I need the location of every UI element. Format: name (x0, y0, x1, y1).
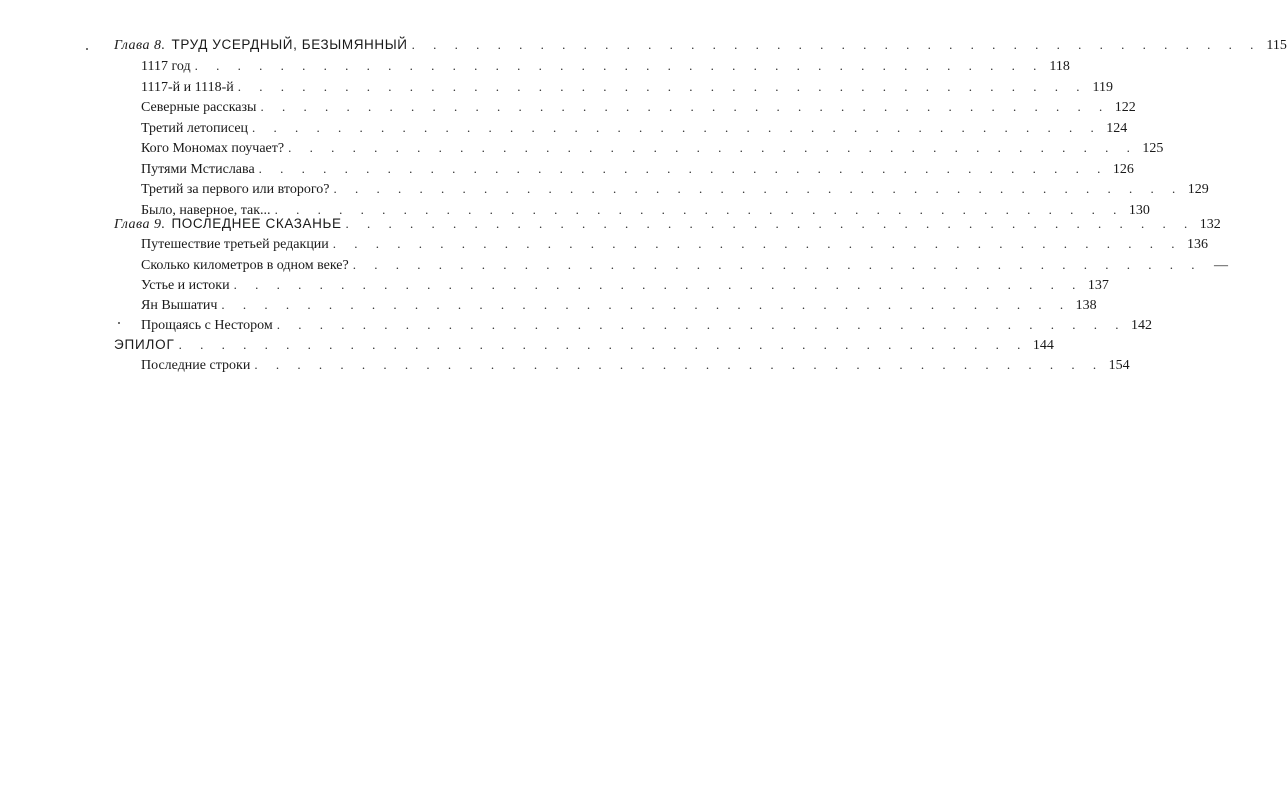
page-number: 138 (1075, 298, 1097, 313)
entry-title: Ян Вышатич (141, 298, 218, 313)
dot-leader: . . . . . . . . . . . . . . . . . . . . . . . . . . . . . . . . . . . . . . . . (333, 181, 1183, 196)
toc-entry (141, 77, 1113, 97)
entry-title: Последние строки (141, 358, 251, 373)
toc-entry (141, 118, 1128, 138)
entry-title: Путями Мстислава (141, 162, 255, 177)
dot-leader: . . . . . . . . . . . . . . . . . . . . . . . . . . . . . . . . . . . . . . . . (276, 317, 1127, 332)
toc-entry (141, 138, 1164, 158)
chapter-label: Глава 9. (114, 217, 166, 232)
entry-title: Было, наверное, так... (141, 203, 271, 218)
page-number: 129 (1187, 182, 1209, 197)
entry-title: Третий за первого или второго? (141, 182, 330, 197)
page-number: 126 (1112, 162, 1134, 177)
dot-leader: . . . . . . . . . . . . . . . . . . . . . . . . . . . . . . . . . . . . . . . . (233, 277, 1083, 292)
page-number: 136 (1187, 237, 1209, 252)
entry-title: 1117-й и 1118-й (141, 80, 234, 95)
toc-entry (141, 56, 1070, 76)
dot-leader: . . . . . . . . . . . . . . . . . . . . . . . . . . . . . . . . . . . . . . . . (411, 37, 1261, 52)
entry-title: Третий летописец (141, 121, 249, 136)
print-speck (118, 322, 120, 324)
entry-title: ТРУД УСЕРДНЫЙ, БЕЗЫМЯННЫЙ (171, 37, 408, 52)
entry-title: 1117 год (141, 59, 191, 74)
toc-entry (141, 295, 1097, 315)
dot-leader: . . . . . . . . . . . . . . . . . . . . . . . . . . . . . . . . . . . . . . . . (221, 297, 1071, 312)
print-speck (86, 48, 88, 50)
entry-title: Кого Мономах поучает? (141, 141, 285, 156)
dot-leader: . . . . . . . . . . . . . . . . . . . . . . . . . . . . . . . . . . . . . . . . (260, 99, 1110, 114)
entry-title: Путешествие третьей редакции (141, 237, 329, 252)
toc-entry (141, 355, 1130, 375)
toc-entry (141, 275, 1109, 295)
page-number: 119 (1092, 80, 1113, 95)
page-number: 130 (1128, 203, 1150, 218)
dot-leader: . . . . . . . . . . . . . . . . . . . . . . . . . . . . . . . . . . . . . . . . (345, 216, 1195, 231)
entry-title: Устье и истоки (141, 278, 230, 293)
dot-leader: . . . . . . . . . . . . . . . . . . . . . . . . . . . . . . . . . . . . . . . . (252, 120, 1102, 135)
dot-leader: . . . . . . . . . . . . . . . . . . . . . . . . . . . . . . . . . . . . . . . . (288, 140, 1138, 155)
entry-title: Прощаясь с Нестором (141, 318, 273, 333)
page-number: 115 (1266, 38, 1287, 53)
dot-leader: . . . . . . . . . . . . . . . . . . . . . . . . . . . . . . . . . . . . . . . . (254, 357, 1104, 372)
toc-entry-epilogue (114, 335, 1054, 355)
dot-leader: . . . . . . . . . . . . . . . . . . . . . . . . . . . . . . . . . . . . . . . . (237, 79, 1087, 94)
entry-title: ЭПИЛОГ (114, 337, 175, 352)
page-number: 122 (1114, 100, 1136, 115)
toc-entry (141, 234, 1209, 254)
toc-entry (141, 315, 1153, 335)
page-number: 142 (1131, 318, 1153, 333)
toc-entry-chapter-8 (114, 35, 1287, 55)
toc-entry-chapter-9 (114, 214, 1221, 234)
toc-entry (141, 97, 1136, 117)
page-number: 132 (1199, 217, 1221, 232)
dot-leader: . . . . . . . . . . . . . . . . . . . . . . . . . . . . . . . . . . . . . . . . (194, 58, 1044, 73)
entry-title: ПОСЛЕДНЕЕ СКАЗАНЬЕ (171, 216, 342, 231)
entry-title: Сколько километров в одном веке? (141, 258, 349, 273)
toc-entry (141, 179, 1209, 199)
chapter-label: Глава 8. (114, 38, 166, 53)
dot-leader: . . . . . . . . . . . . . . . . . . . . . . . . . . . . . . . . . . . . . . . . (258, 161, 1108, 176)
dot-leader: . . . . . . . . . . . . . . . . . . . . . . . . . . . . . . . . . . . . . . . . (274, 202, 1124, 217)
entry-title: Северные рассказы (141, 100, 257, 115)
toc-entry (141, 255, 1228, 275)
page-number: 137 (1087, 278, 1109, 293)
page-number: 125 (1142, 141, 1164, 156)
toc-entry (141, 159, 1134, 179)
page-number: 124 (1106, 121, 1128, 136)
dot-leader: . . . . . . . . . . . . . . . . . . . . . . . . . . . . . . . . . . . . . . . . (332, 236, 1183, 251)
page-number: 144 (1032, 338, 1054, 353)
page-number: — (1213, 258, 1228, 273)
page-number: 118 (1049, 59, 1070, 74)
page-number: 154 (1108, 358, 1130, 373)
dot-leader: . . . . . . . . . . . . . . . . . . . . . . . . . . . . . . . . . . . . . . . . (178, 337, 1028, 352)
dot-leader: . . . . . . . . . . . . . . . . . . . . . . . . . . . . . . . . . . . . . . . . (352, 257, 1202, 272)
